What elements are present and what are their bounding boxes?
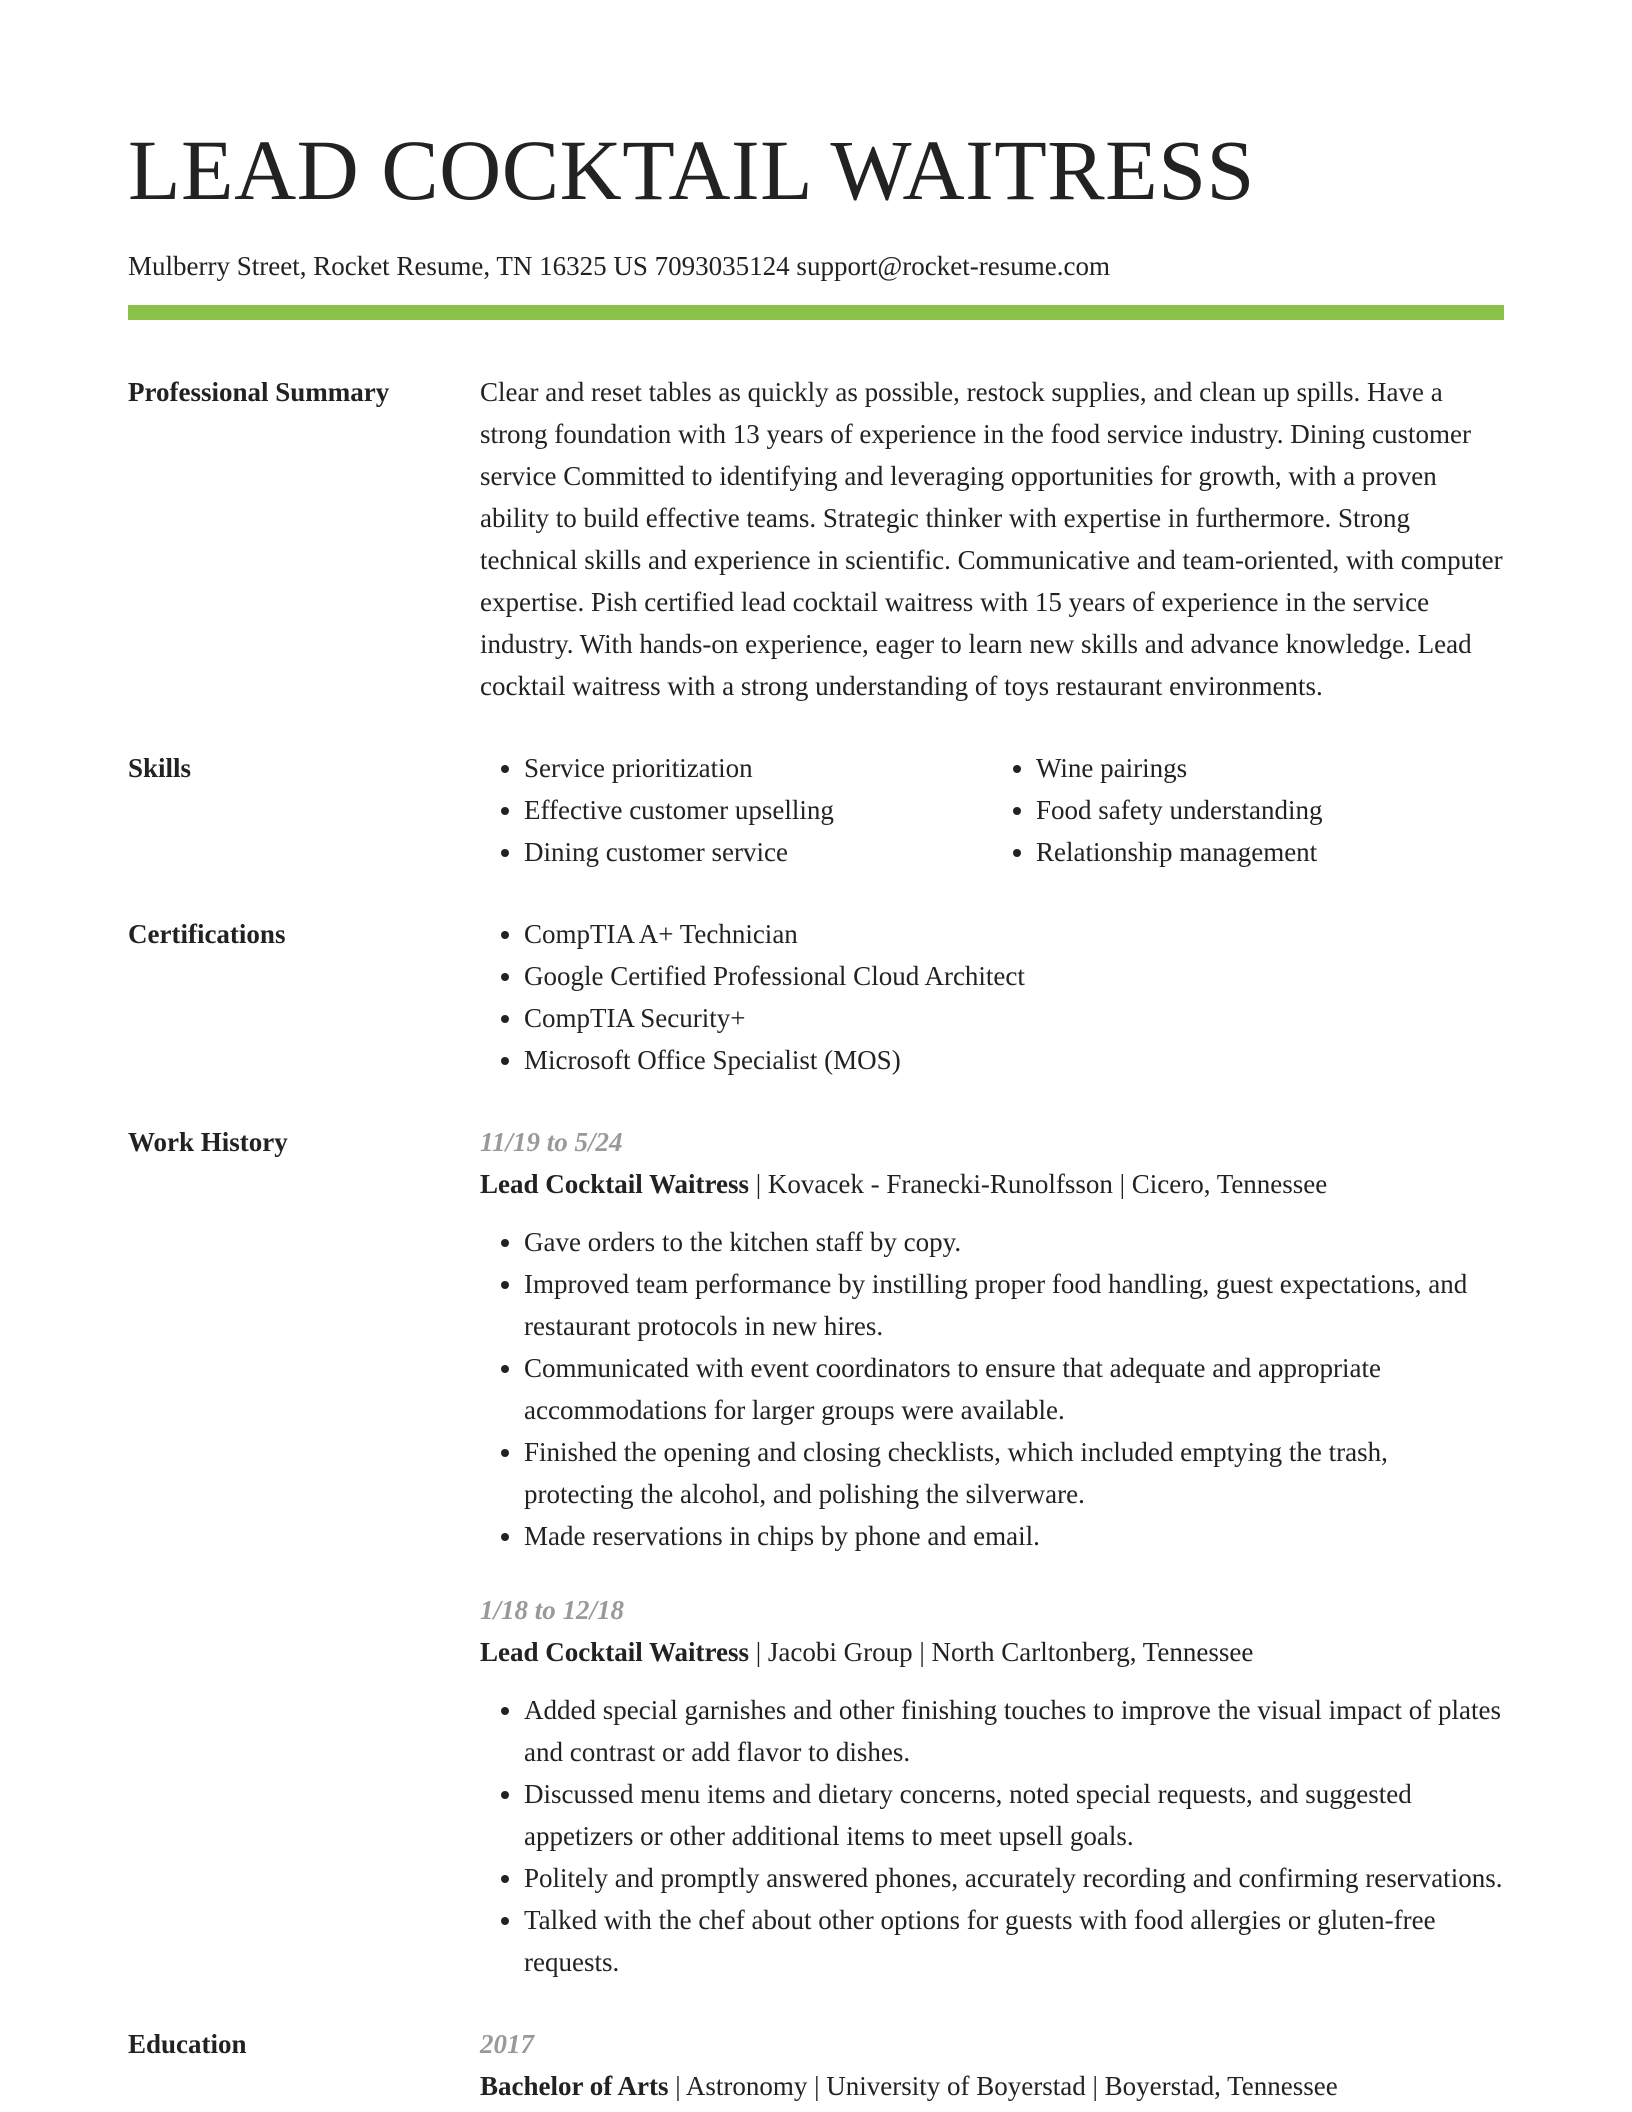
skills-list-right (992, 747, 1504, 873)
summary-text: Clear and reset tables as quickly as possible, restock supplies, and clean up spills. Have a strong foundation with 13 years of experience in the food service industry. Dining customer service Committed to identifying and leveraging opportunities for growth, with a proven ability to build effective teams. Strategic thinker with expertise in furthermore. Strong technical skills and experience in scientific. Communicative and team-oriented, with computer expertise. Pish certified lead cocktail waitress with 15 years of experience in the service industry. With hands-on experience, eager to learn new skills and advance knowledge. Lead cocktail waitress with a strong understanding of toys restaurant environments. (480, 377, 1503, 701)
skills-label: Skills (128, 753, 192, 783)
certifications-list (480, 913, 1504, 1081)
job-entry (480, 1589, 1504, 1983)
certification-item: • CompTIA A+ Technician (524, 913, 1504, 955)
work-history-label: Work History (128, 1127, 288, 1157)
job-dates: 11/19 to 5/24 (480, 1127, 623, 1157)
job-title-line (480, 1631, 1504, 1673)
job-bullet: • Talked with the chef about other options for guests with food allergies or gluten-free requests. (524, 1899, 1504, 1983)
work-history-section (128, 1121, 1504, 1983)
job-title-line (480, 1163, 1504, 1205)
job-bullets (480, 1221, 1504, 1557)
header-divider (128, 305, 1504, 320)
job-bullets (480, 1689, 1504, 1983)
job-entry (480, 1121, 1504, 1557)
job-details: | Kovacek - Franecki-Runolfsson | Cicero, Tennessee (749, 1169, 1328, 1199)
education-body (480, 2023, 1504, 2107)
education-year: 2017 (480, 2029, 534, 2059)
job-bullet: • Communicated with event coordinators to ensure that adequate and appropriate accommodations for larger groups were available. (524, 1347, 1504, 1431)
job-details: | Jacobi Group | North Carltonberg, Tennessee (749, 1637, 1254, 1667)
skills-body (480, 747, 1504, 873)
certifications-section (128, 913, 1504, 1081)
summary-section (128, 371, 1504, 707)
skill-item: • Food safety understanding (1036, 789, 1504, 831)
resume-page (128, 0, 1504, 2107)
certification-item: • Google Certified Professional Cloud Architect (524, 955, 1504, 997)
skill-item: • Dining customer service (524, 831, 992, 873)
skill-item: • Relationship management (1036, 831, 1504, 873)
education-line (480, 2065, 1504, 2107)
job-bullet: • Gave orders to the kitchen staff by copy. (524, 1221, 1504, 1263)
skills-section (128, 747, 1504, 873)
certifications-body (480, 913, 1504, 1081)
certification-item: • Microsoft Office Specialist (MOS) (524, 1039, 1504, 1081)
skill-item: • Service prioritization (524, 747, 992, 789)
education-degree: Bachelor of Arts (480, 2071, 669, 2101)
education-section (128, 2023, 1504, 2107)
job-bullet: • Finished the opening and closing checklists, which included emptying the trash, protecting the alcohol, and polishing the silverware. (524, 1431, 1504, 1515)
skill-item: • Wine pairings (1036, 747, 1504, 789)
job-bullet: • Politely and promptly answered phones, accurately recording and confirming reservations. (524, 1857, 1504, 1899)
certifications-label: Certifications (128, 919, 286, 949)
work-history-body (480, 1121, 1504, 1983)
job-bullet: • Discussed menu items and dietary concerns, noted special requests, and suggested appetizers or other additional items to meet upsell goals. (524, 1773, 1504, 1857)
skill-item: • Effective customer upselling (524, 789, 992, 831)
summary-label: Professional Summary (128, 377, 390, 407)
education-label: Education (128, 2029, 247, 2059)
resume-name: LEAD COCKTAIL WAITRESS (128, 122, 1255, 218)
job-bullet: • Made reservations in chips by phone and email. (524, 1515, 1504, 1557)
job-bullet: • Improved team performance by instilling proper food handling, guest expectations, and restaurant protocols in new hires. (524, 1263, 1504, 1347)
summary-body (480, 371, 1504, 707)
contact-line: Mulberry Street, Rocket Resume, TN 16325 US 7093035124 support@rocket-resume.com (128, 251, 1110, 281)
certification-item: • CompTIA Security+ (524, 997, 1504, 1039)
skills-list-left (480, 747, 992, 873)
job-dates: 1/18 to 12/18 (480, 1595, 625, 1625)
job-bullet: • Added special garnishes and other finishing touches to improve the visual impact of plates and contrast or add flavor to dishes. (524, 1689, 1504, 1773)
job-title: Lead Cocktail Waitress (480, 1637, 750, 1667)
education-details: | Astronomy | University of Boyerstad | Boyerstad, Tennessee (668, 2071, 1338, 2101)
job-title: Lead Cocktail Waitress (480, 1169, 750, 1199)
